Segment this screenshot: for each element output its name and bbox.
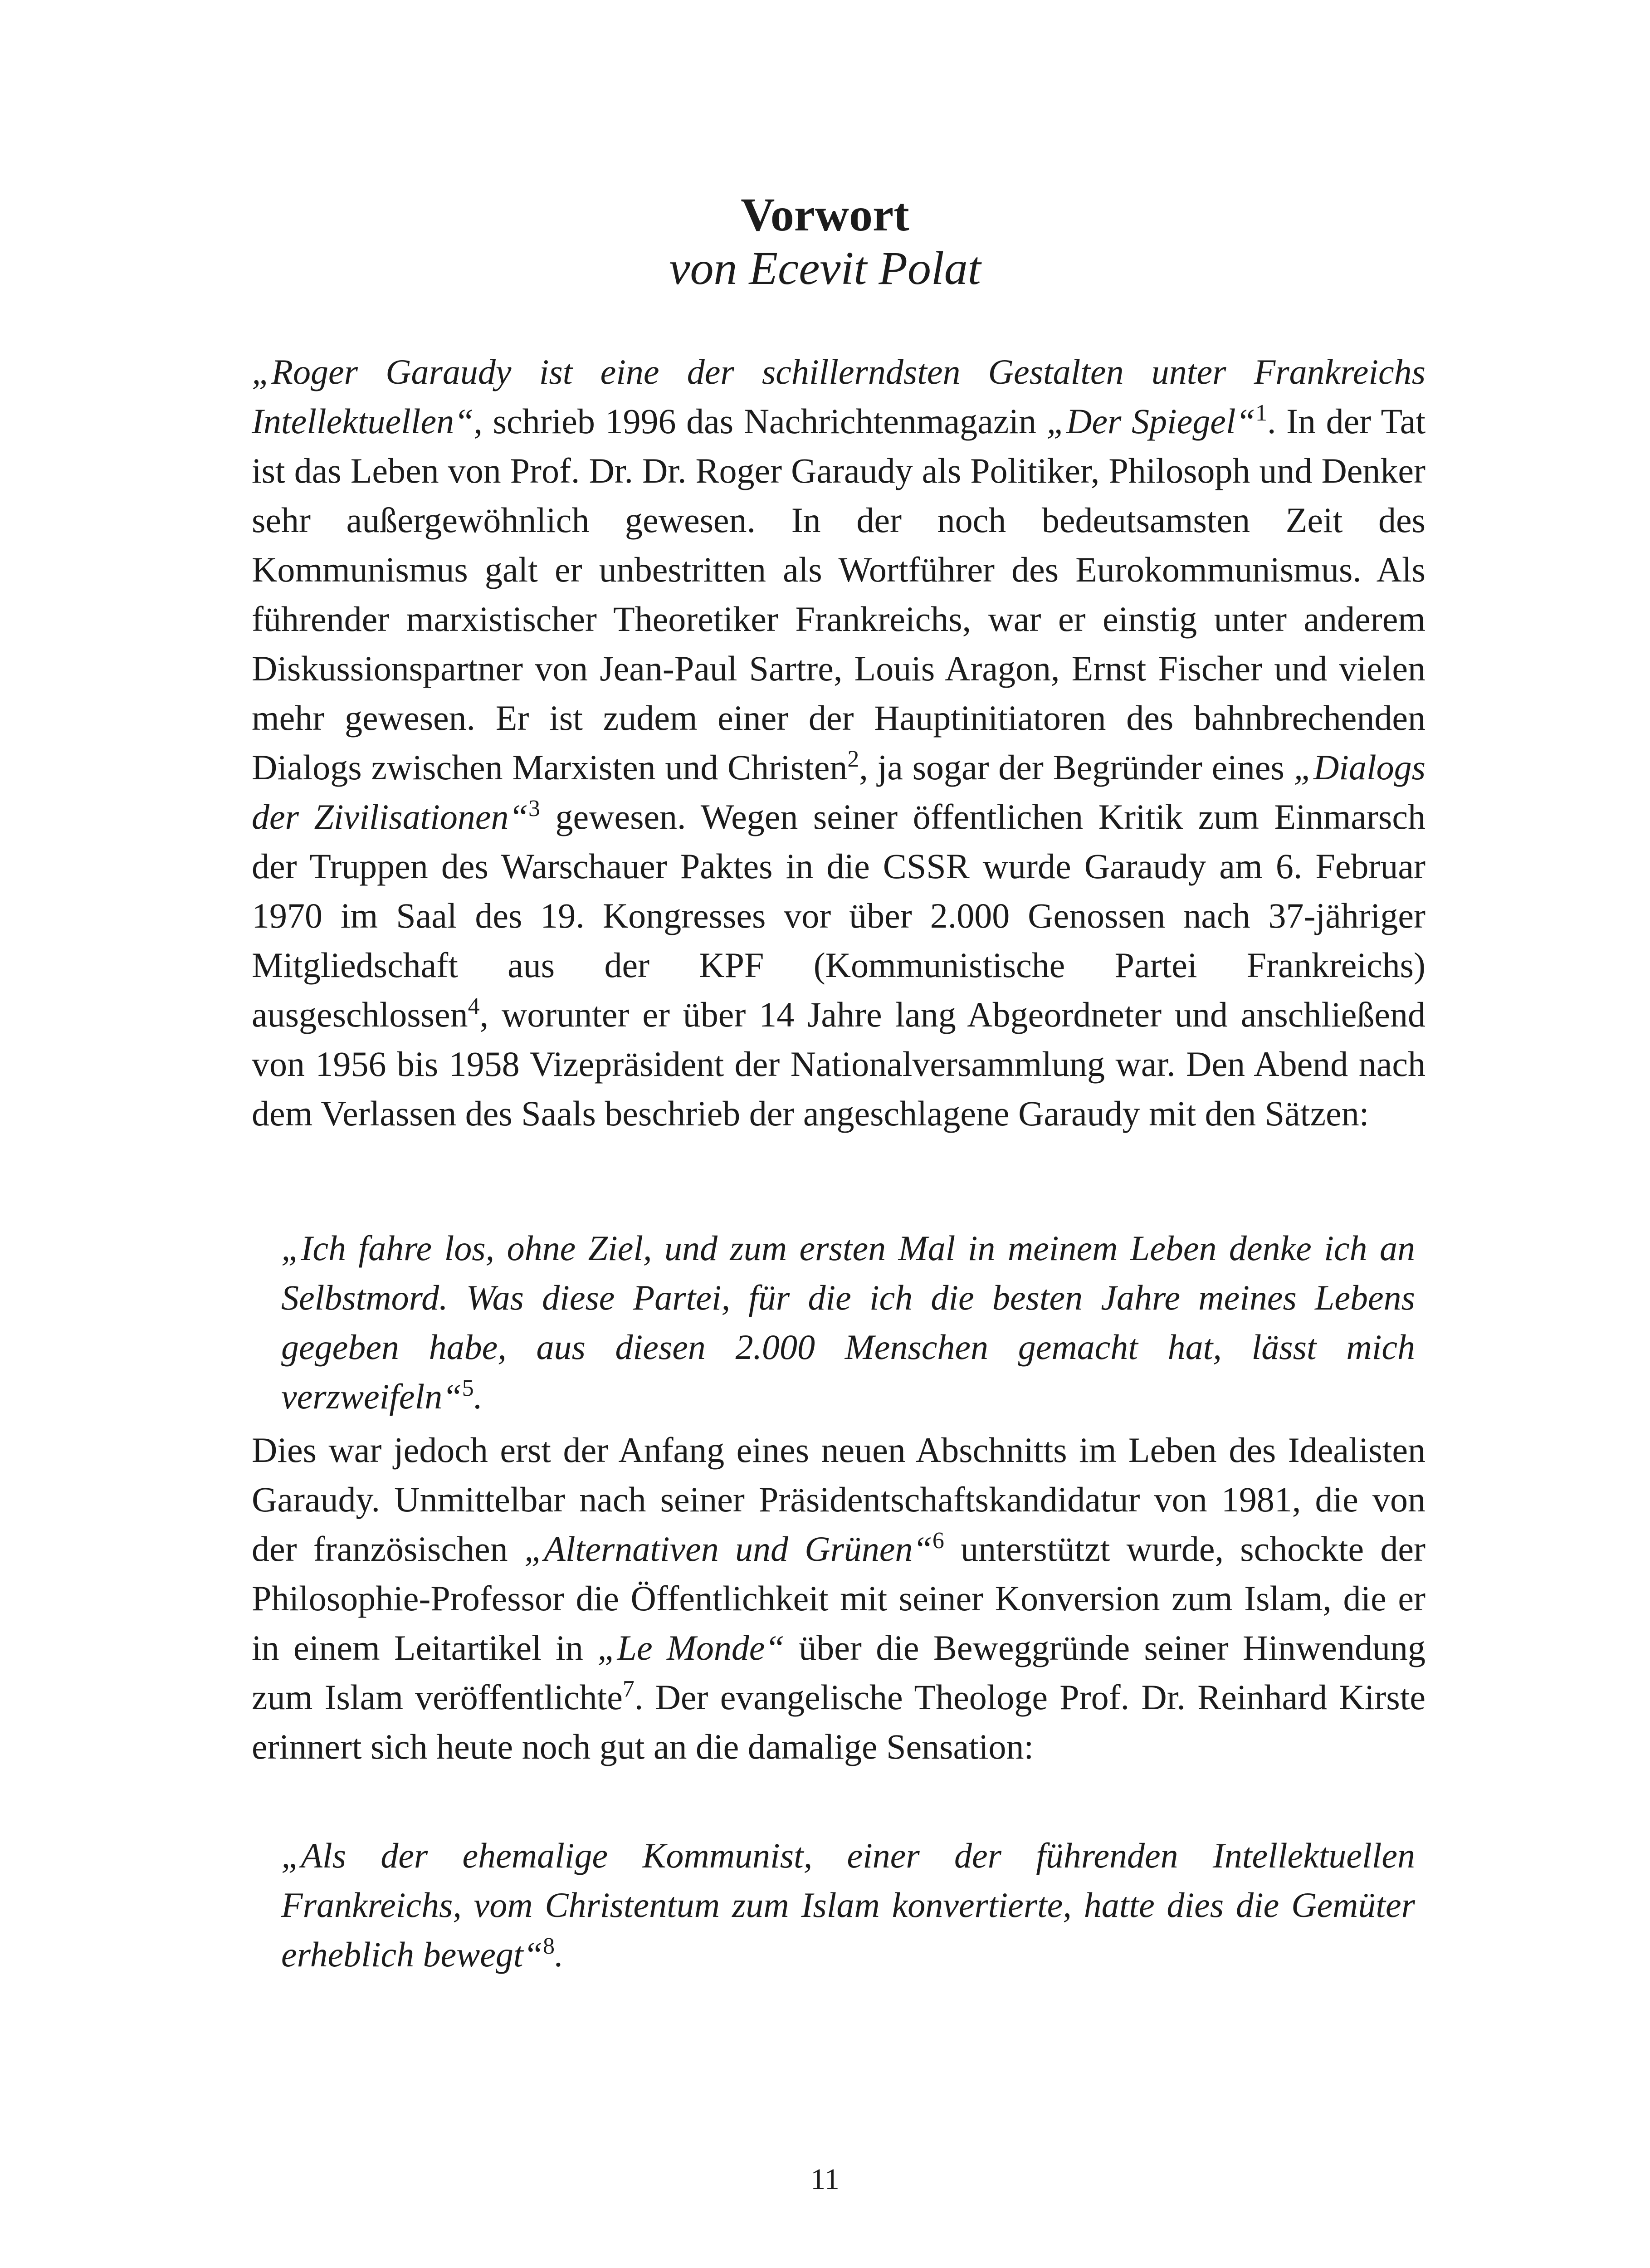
block-quote-2 [281,1831,1415,1979]
footnote-ref-6: 6 [932,1528,944,1554]
paragraph-2-text-b: unterstützt wurde, schockte der Philosophie-Professor die Öffentlichkeit mit seiner Konversion zum Islam, die er in einem Leitartikel in [252,1529,1425,1667]
opening-quote: „Roger Garaudy ist eine der schillerndsten Gestalten unter Frankreichs Intellektuellen“ [252,352,1425,441]
chapter-title: Vorwort [741,189,909,241]
footnote-ref-4: 4 [468,993,480,1019]
paragraph-1-text-c: , ja sogar der Begründer eines [859,748,1294,787]
page-number: 11 [810,2163,840,2196]
party-name: „Alternativen und Grünen“ [524,1529,932,1569]
footnote-ref-8: 8 [542,1933,555,1959]
block-quote-2-end: . [554,1935,564,1974]
paragraph-1-text-d: gewesen. Wegen seiner öffentlichen Kritik zum Einmarsch der Truppen des Warschauer Paktes in die CSSR wurde Garaudy am 6. Februar 1970 im Saal des 19. Kongresses vor über 2.000 Genossen nach 37-jähriger Mitgliedschaft aus der KPF (Kommunistische Partei Frankreichs) ausgeschlossen [252,797,1425,1034]
block-quote-2-text: „Als der ehemalige Kommunist, einer der führenden Intellektuellen Frankreichs, vom Christentum zum Islam konvertierte, hatte dies die Gemüter erheblich bewegt“ [281,1836,1415,1974]
paragraph-2-text-a: Dies war jedoch erst der Anfang eines neuen Abschnitts im Leben des Idealisten Garaudy. Unmittelbar nach seiner Präsidentschaftskandidatur von 1981, die von der französischen [252,1430,1425,1569]
magazine-name: „Der Spiegel“ [1046,401,1255,441]
dialog-title: „Dialogs der Zivilisationen“ [252,748,1425,836]
footnote-ref-5: 5 [462,1375,474,1401]
chapter-author: von Ecevit Polat [669,242,981,294]
paragraph-1-text-e: , worunter er über 14 Jahre lang Abgeordneter und anschließend von 1956 bis 1958 Vizepräsident der Nationalversammlung war. Den Abend nach dem Verlassen des Saals beschrieb der angeschlagene Garaudy mit den Sätzen: [252,995,1425,1133]
footnote-ref-1: 1 [1255,400,1267,426]
block-quote-1-end: . [474,1377,483,1416]
paragraph-1-text-b: . In der Tat ist das Leben von Prof. Dr. Dr. Roger Garaudy als Politiker, Philosoph und Denker sehr außergewöhnlich gewesen. In der noch bedeutsamsten Zeit des Kommunismus galt er unbestritten als Wortführer des Eurokommunismus. Als führender marxistischer Theoretiker Frankreichs, war er einstig unter anderem Diskussionspartner von Jean-Paul Sartre, Louis Aragon, Ernst Fischer und vielen mehr gewesen. Er ist zudem einer der Hauptinitiatoren des bahnbrechenden Dialogs zwischen Marxisten und Christen [252,401,1425,787]
newspaper-name: „Le Monde“ [597,1628,785,1667]
block-quote-1 [281,1223,1415,1421]
paragraph-2 [252,1425,1425,1771]
footnote-ref-2: 2 [847,746,859,772]
block-quote-1-text: „Ich fahre los, ohne Ziel, und zum ersten Mal in meinem Leben denke ich an Selbstmord. Was diese Partei, für die ich die besten Jahre meines Lebens gegeben habe, aus diesen 2.000 Menschen gemacht hat, lässt mich verzweifeln“ [281,1228,1415,1416]
chapter-heading [0,188,1650,295]
footnote-ref-3: 3 [528,796,540,821]
paragraph-1 [252,347,1425,1138]
paragraph-2-text-c: über die Beweggründe seiner Hinwendung zum Islam veröffentlichte [252,1628,1425,1717]
footnote-ref-7: 7 [622,1676,635,1702]
paragraph-2-text-d: . Der evangelische Theologe Prof. Dr. Reinhard Kirste erinnert sich heute noch gut an die damalige Sensation: [252,1677,1426,1766]
paragraph-1-text-a: , schrieb 1996 das Nachrichtenmagazin [474,401,1047,441]
